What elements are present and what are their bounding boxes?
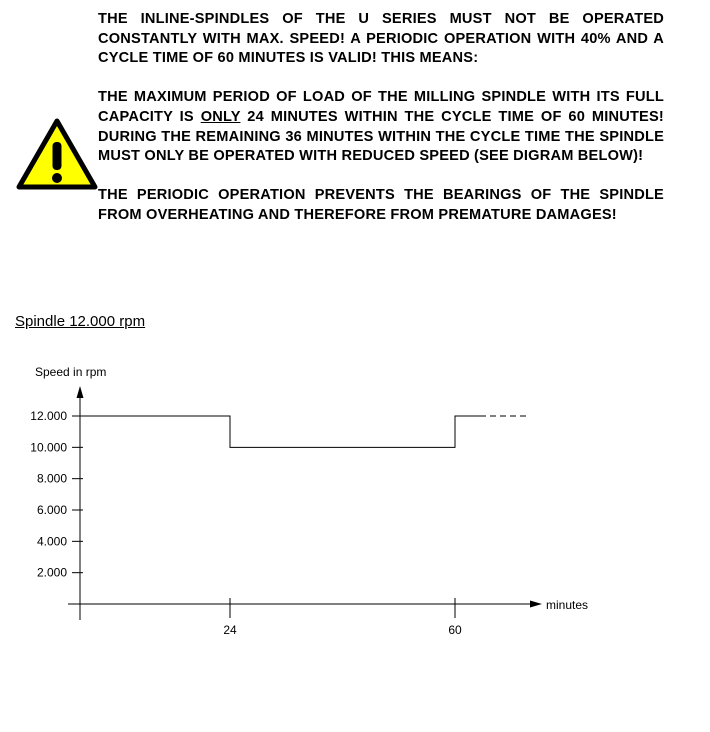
y-axis-arrow	[77, 386, 84, 398]
chart-series	[80, 416, 530, 447]
speed-line	[80, 416, 480, 447]
section-title: Spindle 12.000 rpm	[15, 313, 146, 330]
y-axis-label: Speed in rpm	[35, 365, 107, 379]
y-tick-label: 6.000	[36, 503, 67, 517]
x-axis-arrow	[530, 601, 542, 608]
warning-exclamation-dot	[52, 173, 62, 183]
chart-labels	[30, 365, 588, 637]
warning-paragraph-2	[98, 88, 664, 166]
y-tick-label: 4.000	[36, 534, 67, 549]
warning-paragraph-2-part-1: THE MAXIMUM PERIOD OF LOAD OF THE MILLING SPINDLE WITH ITS FULL CAPACITY IS	[98, 89, 664, 125]
x-tick-label: 60	[448, 623, 462, 637]
x-tick-label: 24	[223, 623, 237, 637]
warning-text-block	[98, 10, 664, 226]
y-tick-label: 8.000	[36, 471, 67, 486]
y-tick-label: 2.000	[36, 565, 67, 580]
warning-paragraph-2-emphasis: ONLY	[200, 108, 241, 125]
y-tick-label: 12.000	[30, 409, 67, 423]
chart-ticks	[72, 416, 455, 618]
warning-exclamation-bar	[53, 142, 62, 170]
y-tick-label: 10.000	[30, 440, 67, 455]
warning-paragraph-1: THE INLINE-SPINDLES OF THE U SERIES MUST NOT BE OPERATED CONSTANTLY WITH MAX. SPEED! A PERIODIC OPERATION WITH 40% AND A CYCLE TIME OF 60 MINUTES IS VALID! THIS MEANS:	[98, 11, 664, 67]
warning-paragraph-2-part-2: 24 MINUTES WITHIN THE CYCLE TIME OF 60 MINUTES! DURING THE REMAINING 36 MINUTES WITHIN THE CYCLE TIME THE SPINDLE MUST ONLY BE OPERATED WITH REDUCED SPEED (SEE DIGRAM BELOW)!	[98, 108, 664, 165]
warning-exclamation-icon	[16, 117, 98, 191]
x-axis-label: minutes	[546, 598, 589, 612]
chart-axes	[68, 386, 542, 620]
warning-paragraph-3: THE PERIODIC OPERATION PREVENTS THE BEARINGS OF THE SPINDLE FROM OVERHEATING AND THEREFORE FROM PREMATURE DAMAGES!	[98, 187, 664, 223]
